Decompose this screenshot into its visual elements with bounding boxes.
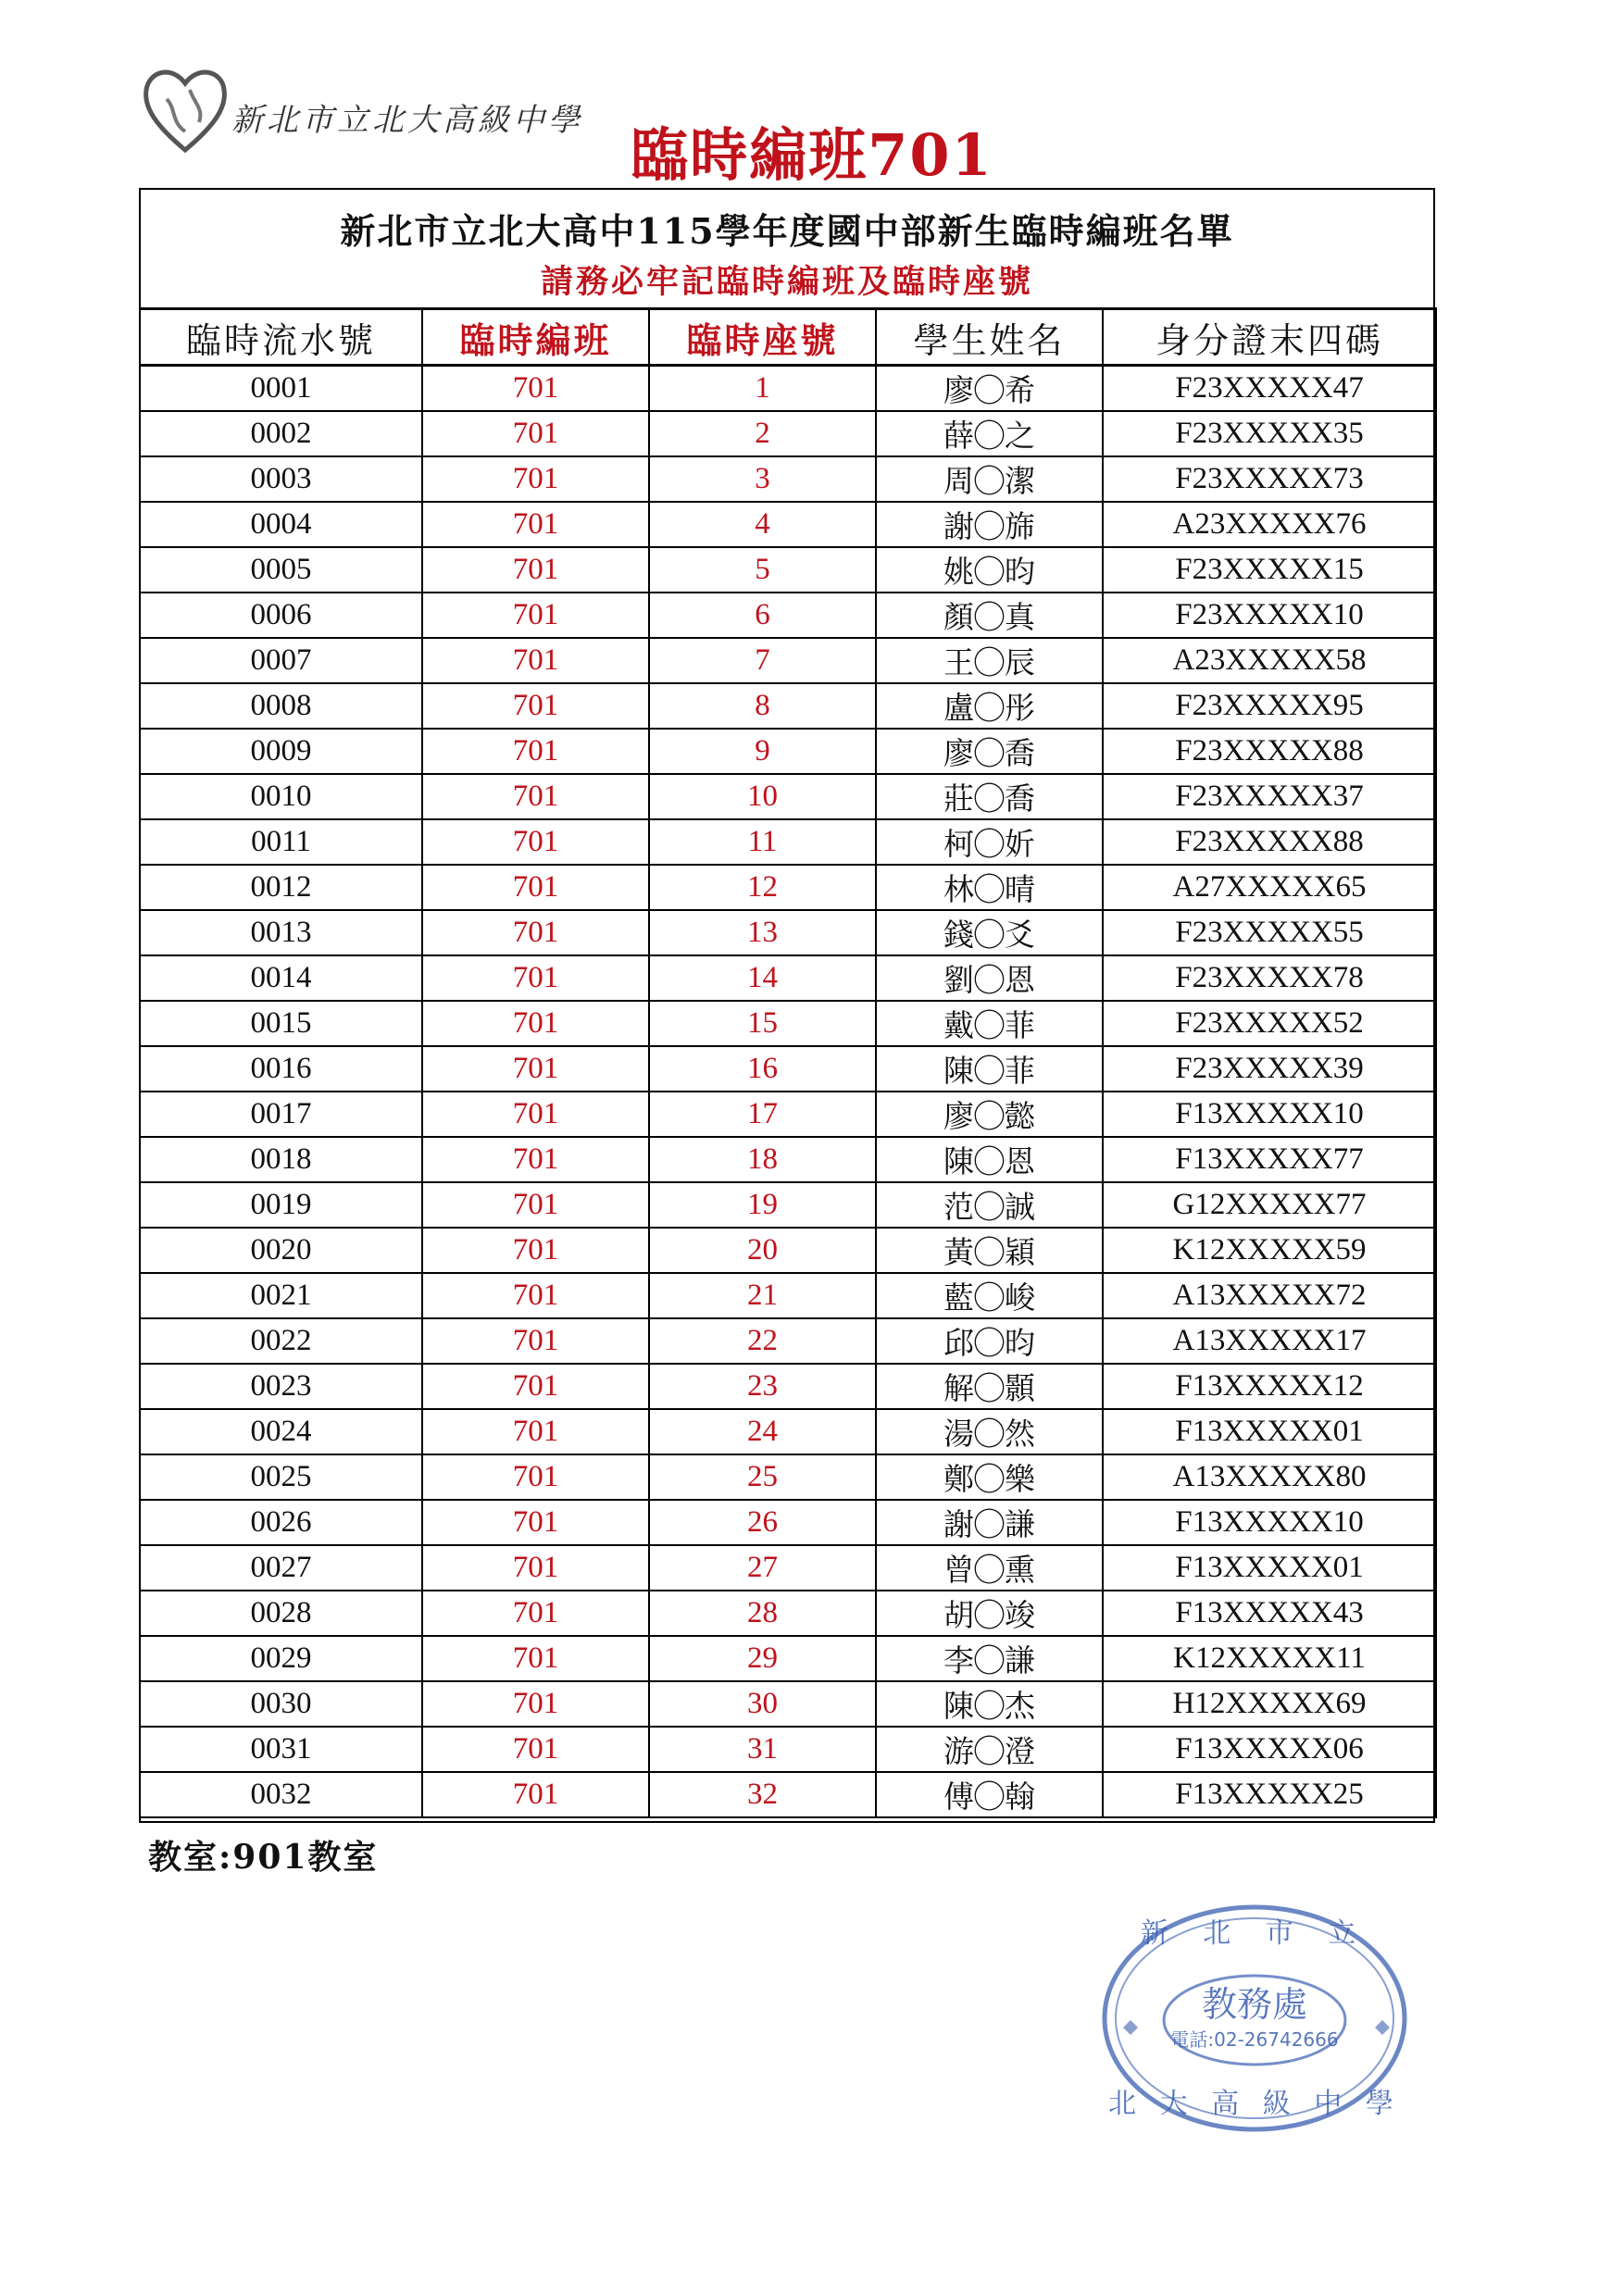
- cell-serial: 0027: [140, 1545, 422, 1591]
- cell-student-name: 廖◯喬: [876, 729, 1103, 774]
- cell-class: 701: [422, 1001, 649, 1046]
- cell-class: 701: [422, 502, 649, 547]
- cell-student-name: 鄭◯樂: [876, 1454, 1103, 1500]
- cell-serial: 0019: [140, 1182, 422, 1228]
- cell-class: 701: [422, 819, 649, 865]
- cell-serial: 0002: [140, 411, 422, 456]
- table-row: [140, 774, 1436, 819]
- table-row: [140, 1364, 1436, 1409]
- cell-class: 701: [422, 1318, 649, 1364]
- cell-class: 701: [422, 1545, 649, 1591]
- cell-student-name: 莊◯喬: [876, 774, 1103, 819]
- cell-student-name: 謝◯謙: [876, 1500, 1103, 1545]
- table-row: [140, 1046, 1436, 1092]
- cell-seat: 9: [649, 729, 876, 774]
- cell-student-name: 周◯潔: [876, 456, 1103, 502]
- cell-id-suffix: F13XXXXX06: [1103, 1727, 1436, 1772]
- cell-class: 701: [422, 1500, 649, 1545]
- cell-student-name: 邱◯昀: [876, 1318, 1103, 1364]
- cell-id-suffix: F13XXXXX25: [1103, 1772, 1436, 1817]
- cell-seat: 2: [649, 411, 876, 456]
- table-row: [140, 1409, 1436, 1454]
- cell-seat: 23: [649, 1364, 876, 1409]
- table-row: [140, 1137, 1436, 1182]
- cell-class: 701: [422, 1364, 649, 1409]
- table-row: [140, 1545, 1436, 1591]
- cell-student-name: 姚◯昀: [876, 547, 1103, 593]
- cell-student-name: 顏◯真: [876, 593, 1103, 638]
- cell-student-name: 錢◯爻: [876, 910, 1103, 955]
- col-header-class: 臨時編班: [422, 309, 649, 366]
- cell-id-suffix: F13XXXXX10: [1103, 1092, 1436, 1137]
- col-header-serial: 臨時流水號: [140, 309, 422, 366]
- cell-serial: 0006: [140, 593, 422, 638]
- roster-body: [140, 366, 1436, 1818]
- roster-frame: [139, 188, 1435, 1823]
- cell-id-suffix: F13XXXXX77: [1103, 1137, 1436, 1182]
- stamp-office: 教務處: [1201, 1984, 1308, 2025]
- cell-id-suffix: A13XXXXX80: [1103, 1454, 1436, 1500]
- cell-student-name: 王◯辰: [876, 638, 1103, 683]
- table-row: [140, 1772, 1436, 1817]
- cell-id-suffix: A23XXXXX58: [1103, 638, 1436, 683]
- cell-id-suffix: A13XXXXX17: [1103, 1318, 1436, 1364]
- table-row: [140, 729, 1436, 774]
- cell-serial: 0012: [140, 865, 422, 910]
- cell-class: 701: [422, 456, 649, 502]
- cell-student-name: 胡◯竣: [876, 1591, 1103, 1636]
- cell-serial: 0031: [140, 1727, 422, 1772]
- roster-subtitle: 請務必牢記臨時編班及臨時座號: [540, 263, 1033, 301]
- cell-student-name: 李◯謙: [876, 1636, 1103, 1681]
- cell-class: 701: [422, 638, 649, 683]
- cell-id-suffix: F13XXXXX01: [1103, 1545, 1436, 1591]
- cell-id-suffix: K12XXXXX59: [1103, 1228, 1436, 1273]
- cell-seat: 21: [649, 1273, 876, 1318]
- table-row: [140, 366, 1436, 412]
- col-header-name: 學生姓名: [876, 309, 1103, 366]
- cell-student-name: 陳◯菲: [876, 1046, 1103, 1092]
- table-row: [140, 1727, 1436, 1772]
- cell-class: 701: [422, 593, 649, 638]
- cell-seat: 5: [649, 547, 876, 593]
- cell-seat: 31: [649, 1727, 876, 1772]
- logo-school-name: 新北市立北大高級中學: [231, 102, 583, 139]
- cell-class: 701: [422, 547, 649, 593]
- cell-serial: 0026: [140, 1500, 422, 1545]
- table-row: [140, 1182, 1436, 1228]
- cell-student-name: 湯◯然: [876, 1409, 1103, 1454]
- cell-class: 701: [422, 1636, 649, 1681]
- cell-serial: 0003: [140, 456, 422, 502]
- roster-table: [139, 307, 1437, 1818]
- cell-student-name: 傅◯翰: [876, 1772, 1103, 1817]
- stamp-bottom-text: 北 大 高 級 中 學: [1108, 2088, 1401, 2120]
- cell-seat: 12: [649, 865, 876, 910]
- cell-class: 701: [422, 1092, 649, 1137]
- cell-student-name: 謝◯旆: [876, 502, 1103, 547]
- cell-id-suffix: F23XXXXX95: [1103, 683, 1436, 729]
- cell-student-name: 劉◯恩: [876, 955, 1103, 1001]
- cell-class: 701: [422, 1772, 649, 1817]
- table-row: [140, 411, 1436, 456]
- cell-serial: 0007: [140, 638, 422, 683]
- table-row: [140, 502, 1436, 547]
- cell-seat: 18: [649, 1137, 876, 1182]
- cell-serial: 0032: [140, 1772, 422, 1817]
- table-row: [140, 1001, 1436, 1046]
- cell-seat: 16: [649, 1046, 876, 1092]
- table-row: [140, 683, 1436, 729]
- cell-serial: 0030: [140, 1681, 422, 1727]
- cell-serial: 0014: [140, 955, 422, 1001]
- cell-class: 701: [422, 1454, 649, 1500]
- table-row: [140, 1454, 1436, 1500]
- cell-id-suffix: F23XXXXX47: [1103, 366, 1436, 412]
- cell-class: 701: [422, 683, 649, 729]
- cell-serial: 0024: [140, 1409, 422, 1454]
- cell-seat: 24: [649, 1409, 876, 1454]
- cell-seat: 27: [649, 1545, 876, 1591]
- cell-id-suffix: F23XXXXX37: [1103, 774, 1436, 819]
- cell-serial: 0008: [140, 683, 422, 729]
- col-header-id: 身分證末四碼: [1103, 309, 1436, 366]
- cell-seat: 15: [649, 1001, 876, 1046]
- cell-student-name: 解◯顥: [876, 1364, 1103, 1409]
- cell-seat: 4: [649, 502, 876, 547]
- cell-seat: 19: [649, 1182, 876, 1228]
- cell-id-suffix: F23XXXXX39: [1103, 1046, 1436, 1092]
- cell-id-suffix: F23XXXXX78: [1103, 955, 1436, 1001]
- cell-serial: 0001: [140, 366, 422, 412]
- cell-class: 701: [422, 1228, 649, 1273]
- cell-serial: 0004: [140, 502, 422, 547]
- cell-serial: 0009: [140, 729, 422, 774]
- cell-student-name: 范◯誠: [876, 1182, 1103, 1228]
- table-row: [140, 1681, 1436, 1727]
- cell-id-suffix: A27XXXXX65: [1103, 865, 1436, 910]
- cell-id-suffix: F13XXXXX01: [1103, 1409, 1436, 1454]
- cell-id-suffix: G12XXXXX77: [1103, 1182, 1436, 1228]
- cell-student-name: 陳◯杰: [876, 1681, 1103, 1727]
- cell-id-suffix: F13XXXXX12: [1103, 1364, 1436, 1409]
- cell-seat: 17: [649, 1092, 876, 1137]
- cell-class: 701: [422, 729, 649, 774]
- cell-class: 701: [422, 1273, 649, 1318]
- office-stamp: [1097, 1898, 1412, 2139]
- cell-class: 701: [422, 1182, 649, 1228]
- cell-class: 701: [422, 955, 649, 1001]
- stamp-phone: 電話:02-26742666: [1170, 2028, 1339, 2051]
- cell-id-suffix: A23XXXXX76: [1103, 502, 1436, 547]
- cell-seat: 30: [649, 1681, 876, 1727]
- table-row: [140, 1636, 1436, 1681]
- cell-student-name: 黃◯穎: [876, 1228, 1103, 1273]
- cell-serial: 0018: [140, 1137, 422, 1182]
- table-row: [140, 1591, 1436, 1636]
- cell-seat: 28: [649, 1591, 876, 1636]
- cell-class: 701: [422, 1727, 649, 1772]
- document-title: 臨時編班701: [631, 121, 993, 189]
- cell-serial: 0005: [140, 547, 422, 593]
- cell-student-name: 薛◯之: [876, 411, 1103, 456]
- cell-seat: 13: [649, 910, 876, 955]
- classroom-note: 教室:901教室: [148, 1838, 379, 1877]
- cell-class: 701: [422, 1046, 649, 1092]
- table-row: [140, 865, 1436, 910]
- cell-seat: 26: [649, 1500, 876, 1545]
- cell-serial: 0025: [140, 1454, 422, 1500]
- table-row: [140, 955, 1436, 1001]
- cell-seat: 22: [649, 1318, 876, 1364]
- cell-serial: 0013: [140, 910, 422, 955]
- table-row: [140, 456, 1436, 502]
- cell-student-name: 廖◯懿: [876, 1092, 1103, 1137]
- cell-id-suffix: F23XXXXX10: [1103, 593, 1436, 638]
- table-row: [140, 638, 1436, 683]
- stamp-top-text: 新 北 市 立: [1140, 1917, 1369, 1950]
- table-row: [140, 1228, 1436, 1273]
- cell-student-name: 陳◯恩: [876, 1137, 1103, 1182]
- stamp-seal-icon: [1097, 1898, 1412, 2139]
- cell-class: 701: [422, 1681, 649, 1727]
- cell-student-name: 曾◯熏: [876, 1545, 1103, 1591]
- cell-serial: 0020: [140, 1228, 422, 1273]
- col-header-seat: 臨時座號: [649, 309, 876, 366]
- cell-class: 701: [422, 1591, 649, 1636]
- cell-serial: 0010: [140, 774, 422, 819]
- cell-seat: 14: [649, 955, 876, 1001]
- cell-serial: 0016: [140, 1046, 422, 1092]
- cell-seat: 25: [649, 1454, 876, 1500]
- cell-class: 701: [422, 774, 649, 819]
- cell-serial: 0028: [140, 1591, 422, 1636]
- cell-student-name: 藍◯峻: [876, 1273, 1103, 1318]
- cell-seat: 1: [649, 366, 876, 412]
- cell-class: 701: [422, 366, 649, 412]
- cell-student-name: 游◯澄: [876, 1727, 1103, 1772]
- cell-class: 701: [422, 1137, 649, 1182]
- cell-seat: 3: [649, 456, 876, 502]
- table-header-row: [140, 309, 1436, 366]
- cell-student-name: 盧◯彤: [876, 683, 1103, 729]
- cell-class: 701: [422, 1409, 649, 1454]
- cell-id-suffix: F23XXXXX15: [1103, 547, 1436, 593]
- cell-id-suffix: A13XXXXX72: [1103, 1273, 1436, 1318]
- cell-student-name: 柯◯妡: [876, 819, 1103, 865]
- cell-seat: 8: [649, 683, 876, 729]
- cell-id-suffix: F23XXXXX73: [1103, 456, 1436, 502]
- cell-serial: 0029: [140, 1636, 422, 1681]
- cell-seat: 6: [649, 593, 876, 638]
- table-row: [140, 910, 1436, 955]
- cell-seat: 20: [649, 1228, 876, 1273]
- cell-id-suffix: F13XXXXX10: [1103, 1500, 1436, 1545]
- cell-serial: 0021: [140, 1273, 422, 1318]
- cell-id-suffix: F13XXXXX43: [1103, 1591, 1436, 1636]
- cell-id-suffix: F23XXXXX35: [1103, 411, 1436, 456]
- cell-id-suffix: F23XXXXX52: [1103, 1001, 1436, 1046]
- cell-serial: 0015: [140, 1001, 422, 1046]
- cell-id-suffix: H12XXXXX69: [1103, 1681, 1436, 1727]
- cell-class: 701: [422, 910, 649, 955]
- cell-seat: 11: [649, 819, 876, 865]
- cell-class: 701: [422, 411, 649, 456]
- table-row: [140, 1273, 1436, 1318]
- cell-id-suffix: F23XXXXX88: [1103, 729, 1436, 774]
- table-row: [140, 819, 1436, 865]
- cell-serial: 0023: [140, 1364, 422, 1409]
- table-row: [140, 593, 1436, 638]
- cell-serial: 0022: [140, 1318, 422, 1364]
- cell-student-name: 戴◯菲: [876, 1001, 1103, 1046]
- cell-serial: 0017: [140, 1092, 422, 1137]
- cell-seat: 29: [649, 1636, 876, 1681]
- table-row: [140, 547, 1436, 593]
- roster-title: 新北市立北大高中115學年度國中部新生臨時編班名單: [340, 210, 1234, 252]
- cell-serial: 0011: [140, 819, 422, 865]
- cell-id-suffix: F23XXXXX55: [1103, 910, 1436, 955]
- cell-student-name: 廖◯希: [876, 366, 1103, 412]
- cell-id-suffix: K12XXXXX11: [1103, 1636, 1436, 1681]
- table-row: [140, 1500, 1436, 1545]
- cell-seat: 10: [649, 774, 876, 819]
- cell-seat: 32: [649, 1772, 876, 1817]
- cell-student-name: 林◯晴: [876, 865, 1103, 910]
- table-row: [140, 1318, 1436, 1364]
- cell-id-suffix: F23XXXXX88: [1103, 819, 1436, 865]
- cell-class: 701: [422, 865, 649, 910]
- table-row: [140, 1092, 1436, 1137]
- cell-seat: 7: [649, 638, 876, 683]
